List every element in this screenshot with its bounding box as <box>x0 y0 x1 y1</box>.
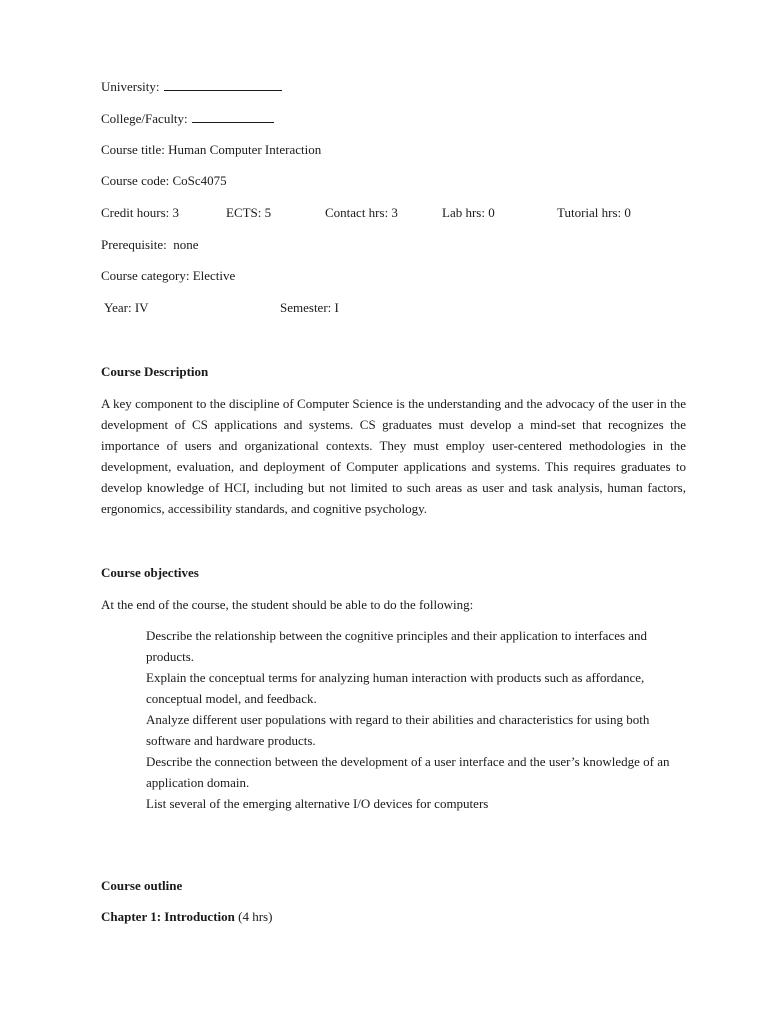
prerequisite: Prerequisite: none <box>101 237 199 252</box>
course-objectives-heading: Course objectives <box>101 565 199 580</box>
college-line <box>101 110 274 127</box>
objective-item: Explain the conceptual terms for analyzing human interaction with products such as affordance, conceptual model, and feedback. <box>146 670 645 706</box>
semester: Semester: I <box>280 300 339 315</box>
college-label: College/Faculty: <box>101 111 188 126</box>
objective-item: List several of the emerging alternative I/O devices for computers <box>146 796 489 811</box>
lab-hours: Lab hrs: 0 <box>442 205 495 220</box>
university-line <box>101 78 282 95</box>
objectives-intro: At the end of the course, the student should be able to do the following: <box>101 597 474 612</box>
chapter-1-line <box>101 909 272 925</box>
college-blank <box>192 110 274 123</box>
course-category: Course category: Elective <box>101 268 236 283</box>
year: Year: IV <box>104 300 149 315</box>
chapter-1-title: Chapter 1: Introduction <box>101 909 235 924</box>
university-label: University: <box>101 79 160 94</box>
course-code: Course code: CoSc4075 <box>101 173 227 188</box>
university-blank <box>164 78 282 91</box>
chapter-1-hours: (4 hrs) <box>234 909 273 924</box>
ects: ECTS: 5 <box>226 205 272 220</box>
credit-hours: Credit hours: 3 <box>101 205 179 220</box>
course-description-text: A key component to the discipline of Computer Science is the understanding and the advocacy of the user in the development of CS applications and systems. CS graduates must develop a mind-set that recognizes the importance of users and organizational contexts. They must employ user-centered methodologies in the development, evaluation, and deployment of Computer applications and systems. This requires graduates to develop knowledge of HCI, including but not limited to such areas as user and task analysis, human factors, ergonomics, accessibility standards, and cognitive psychology. <box>101 396 686 516</box>
contact-hours: Contact hrs: 3 <box>325 205 398 220</box>
objectives-list <box>146 625 686 814</box>
objective-item: Describe the relationship between the cognitive principles and their application to interfaces and products. <box>146 628 648 664</box>
tutorial-hours: Tutorial hrs: 0 <box>557 205 631 220</box>
course-description-heading: Course Description <box>101 364 209 379</box>
course-title: Course title: Human Computer Interaction <box>101 142 322 157</box>
objective-item: Describe the connection between the development of a user interface and the user’s knowledge of an application domain. <box>146 754 670 790</box>
objective-item: Analyze different user populations with regard to their abilities and characteristics for using both software and hardware products. <box>146 712 650 748</box>
course-outline-heading: Course outline <box>101 878 183 893</box>
